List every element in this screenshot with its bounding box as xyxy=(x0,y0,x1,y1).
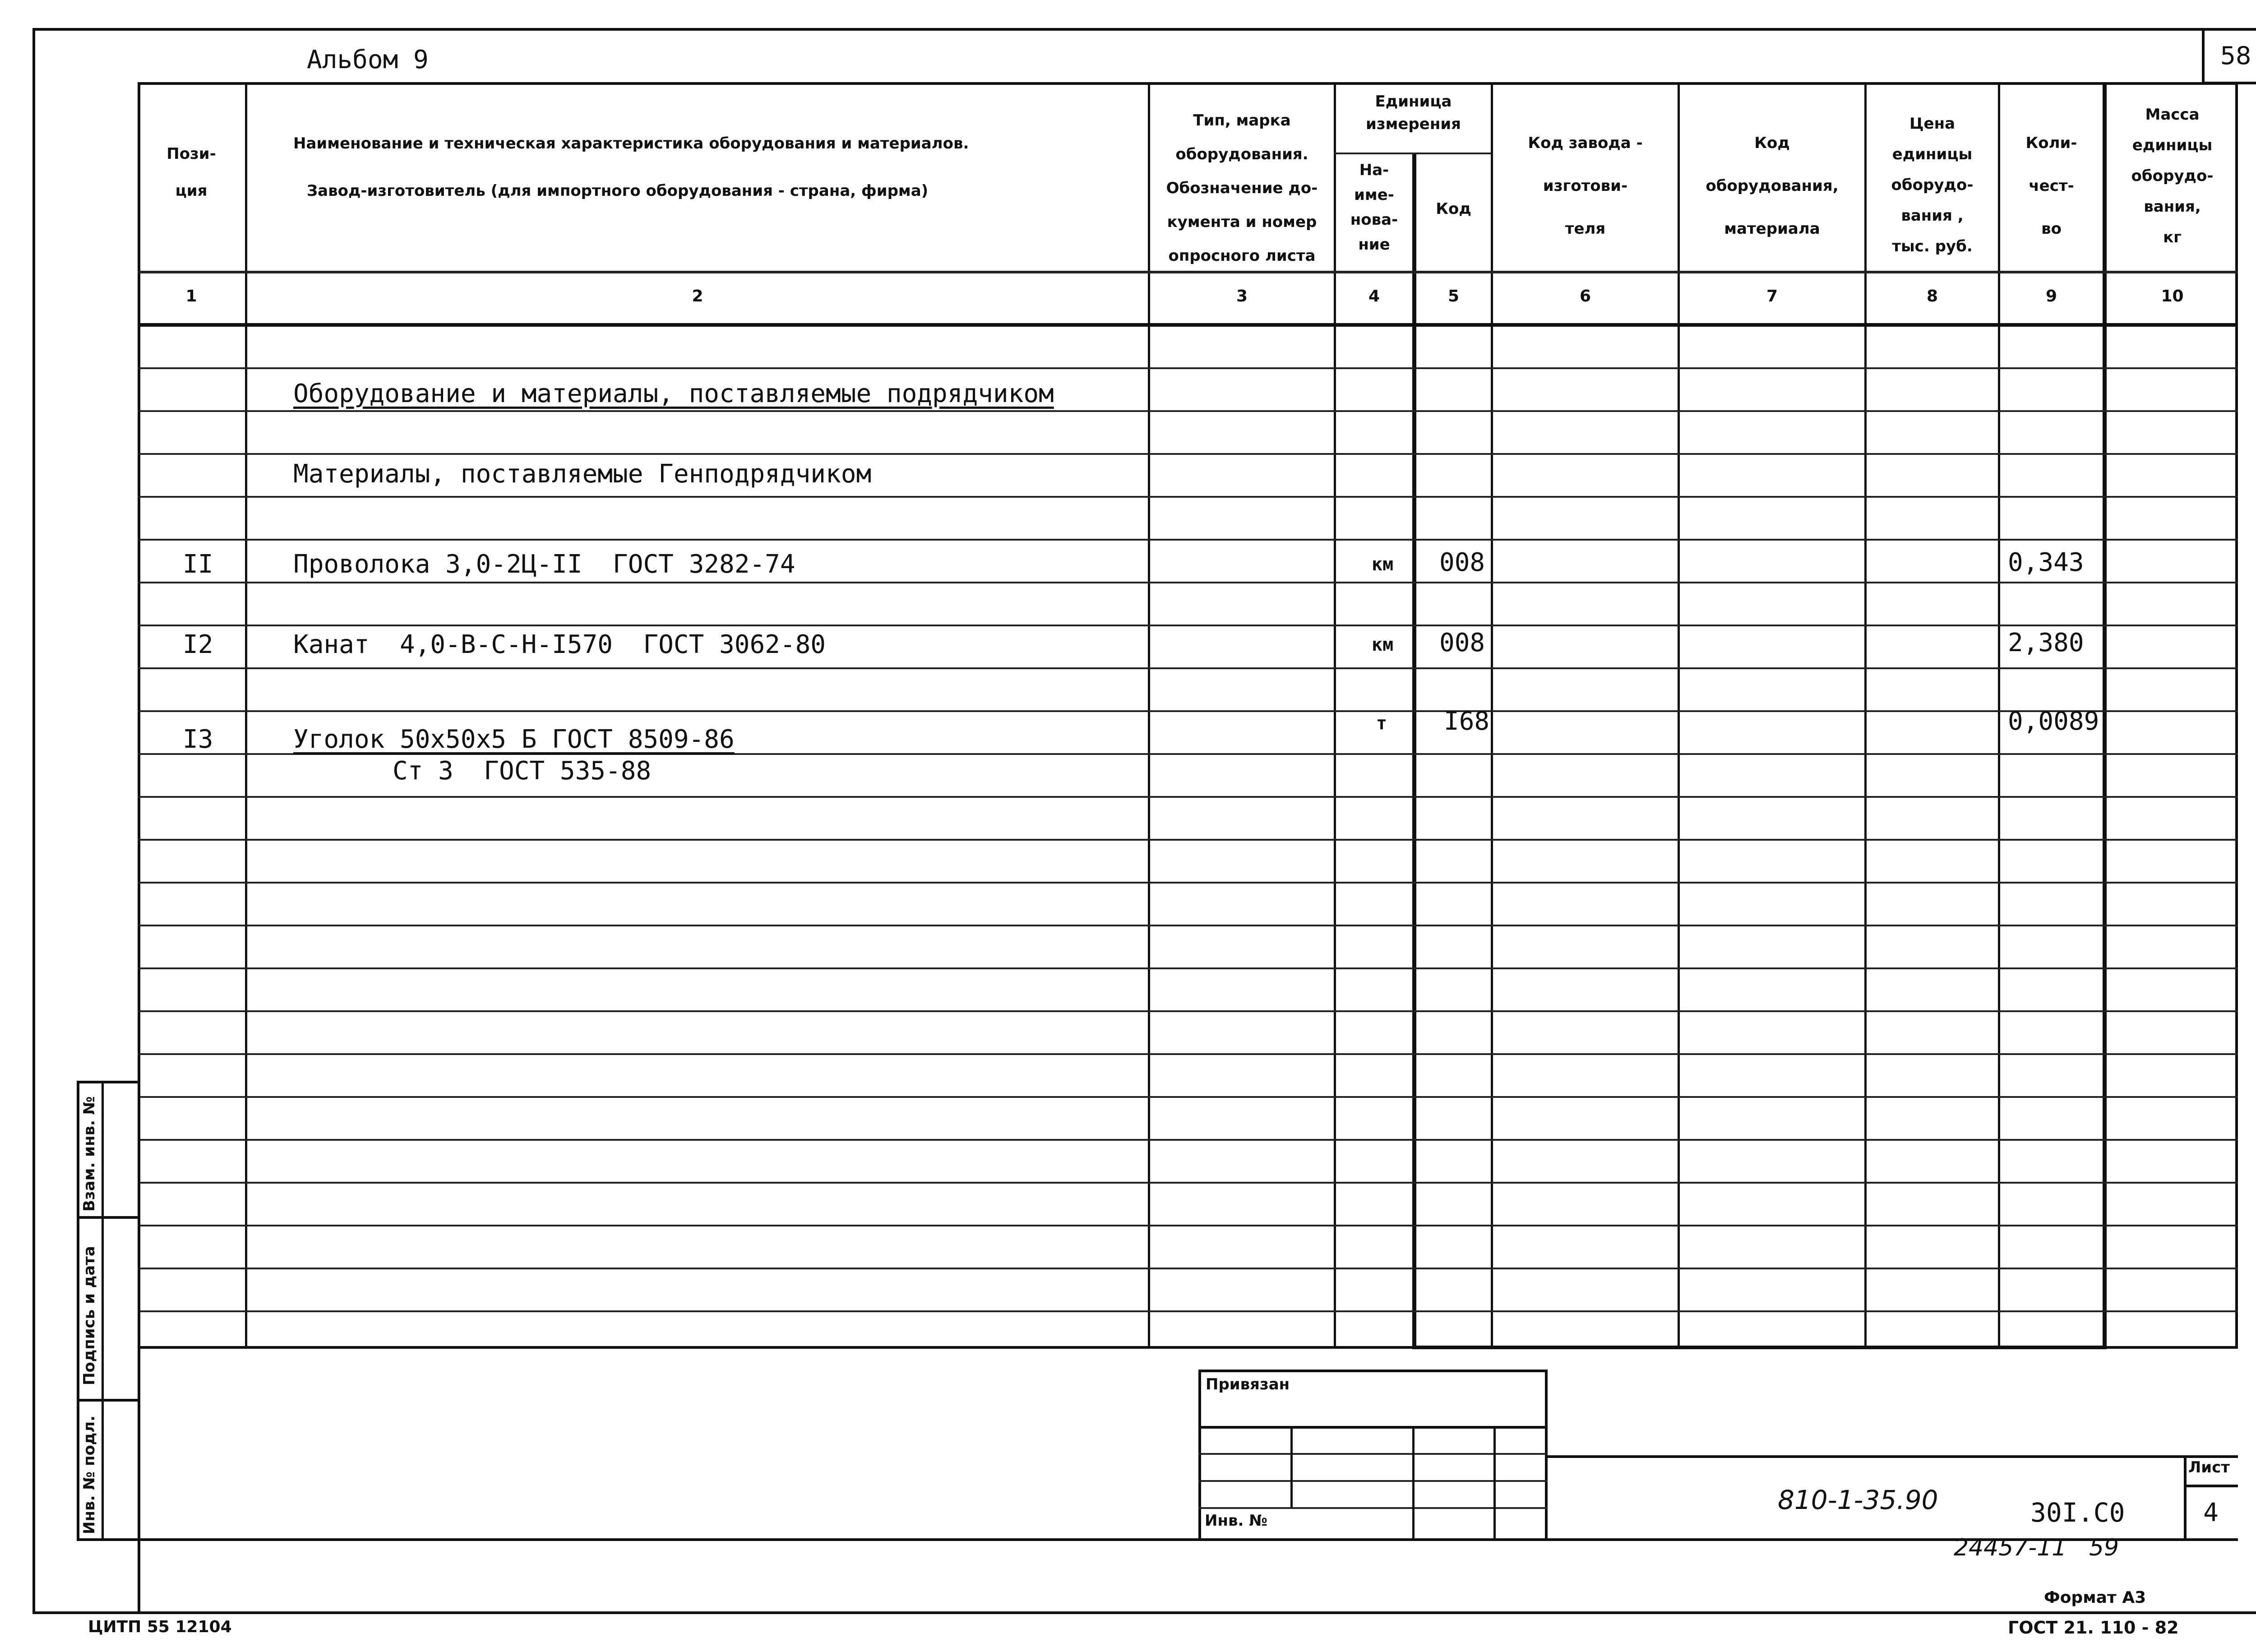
item-code: I68 xyxy=(1444,707,1490,736)
item-pos: I2 xyxy=(183,630,213,659)
item-code: 008 xyxy=(1439,628,1485,657)
unit-group-header: Единица измерения xyxy=(1366,93,1461,133)
side-divider xyxy=(77,1399,140,1402)
side-inner-line xyxy=(102,1081,104,1541)
stamp-zone xyxy=(138,1346,2238,1614)
colnum-4: 4 xyxy=(1368,287,1380,305)
item-qty: 0,343 xyxy=(2008,548,2084,577)
col3-header: Тип, марка оборудования. Обозначение до- кумента и номер опросного листа xyxy=(1166,111,1318,265)
title-block-top xyxy=(1548,1455,2238,1458)
row-line xyxy=(138,882,2238,884)
row-line xyxy=(138,410,2238,412)
stamp-vline xyxy=(1290,1426,1293,1507)
row-line xyxy=(138,453,2238,455)
row-line xyxy=(138,496,2238,498)
list-label: Лист xyxy=(2188,1458,2230,1476)
page-number: 58 xyxy=(2220,42,2251,70)
col8-header: Цена единицы оборудо- вания , тыс. руб. xyxy=(1891,115,1974,255)
side-divider xyxy=(77,1216,140,1219)
colnum-bottom-line xyxy=(138,323,2238,327)
row-line xyxy=(138,925,2238,926)
row-line xyxy=(138,1310,2238,1312)
colnum-10: 10 xyxy=(2161,287,2184,305)
colnum-5: 5 xyxy=(1447,287,1460,305)
side-label-podpis: Подпись и дата xyxy=(80,1246,98,1385)
col4-header: На- име- нова- ние xyxy=(1350,161,1398,254)
gost-label: ГОСТ 21. 110 - 82 xyxy=(2008,1618,2179,1638)
colnum-2: 2 xyxy=(692,287,703,305)
section-title-2: Материалы, поставляемые Генподрядчиком xyxy=(293,459,872,489)
row-line xyxy=(138,710,2238,712)
handwritten-number: 24457-11 59 xyxy=(1954,1534,2119,1561)
item-name-line2: Ст 3 ГОСТ 535-88 xyxy=(393,756,652,786)
row-line xyxy=(138,625,2238,626)
colnum-7: 7 xyxy=(1766,287,1778,305)
row-line xyxy=(138,1139,2238,1141)
colnum-6: 6 xyxy=(1579,287,1591,305)
col-line xyxy=(1412,153,1416,1349)
row-line xyxy=(138,1225,2238,1226)
side-label-inv: Инв. № подл. xyxy=(80,1415,98,1534)
item-name: Проволока 3,0-2Ц-II ГОСТ 3282-74 xyxy=(293,550,795,579)
album-title: Альбом 9 xyxy=(307,45,429,74)
stamp-vline xyxy=(1412,1426,1415,1541)
item-qty: 0,0089 xyxy=(2008,707,2099,736)
item-unit: км xyxy=(1372,554,1394,575)
item-unit: км xyxy=(1372,634,1394,655)
col1-header: Пози- ция xyxy=(166,145,216,200)
col6-header: Код завода - изготови- теля xyxy=(1528,134,1643,238)
row-line xyxy=(138,839,2238,841)
format-label: Формат А3 xyxy=(2044,1588,2146,1607)
col10-header: Масса единицы оборудо- вания, кг xyxy=(2131,106,2214,246)
row-line xyxy=(138,1053,2238,1055)
inv-no-label: Инв. № xyxy=(1205,1512,1268,1530)
item-name: Уголок 50х50х5 Б ГОСТ 8509-86 xyxy=(293,725,735,754)
sheet-code: 30I.C0 xyxy=(2030,1497,2125,1528)
col9-header: Коли- чест- во xyxy=(2025,134,2077,238)
row-line xyxy=(138,1010,2238,1012)
row-line xyxy=(138,582,2238,583)
colnum-1: 1 xyxy=(185,287,197,305)
stamp-vline xyxy=(1493,1426,1496,1541)
item-name: Канат 4,0-В-С-Н-I570 ГОСТ 3062-80 xyxy=(293,630,826,659)
item-pos: I3 xyxy=(183,725,213,754)
item-qty: 2,380 xyxy=(2008,628,2084,657)
row-line xyxy=(138,1268,2238,1269)
col5-header: Код xyxy=(1436,200,1471,218)
side-label-vzam: Взам. инв. № xyxy=(80,1096,98,1212)
row-line xyxy=(138,1182,2238,1184)
row-line xyxy=(138,539,2238,541)
col2-header-subtitle: Завод-изготовитель (для импортного оборудования - страна, фирма) xyxy=(307,182,929,200)
row-line xyxy=(138,367,2238,369)
privyazan-label: Привязан xyxy=(1206,1375,1290,1393)
row-line xyxy=(138,1096,2238,1098)
frame-bottom-inner xyxy=(77,1538,2238,1541)
colnum-9: 9 xyxy=(2045,287,2057,305)
section-title-1: Оборудование и материалы, поставляемые подрядчиком xyxy=(293,379,1054,408)
item-pos: II xyxy=(183,550,213,579)
list-number: 4 xyxy=(2203,1498,2219,1527)
unit-group-line xyxy=(1334,153,1491,154)
col7-header: Код оборудования, материала xyxy=(1706,134,1839,238)
col2-header-title: Наименование и техническая характеристика оборудования и материалов. xyxy=(293,134,969,153)
list-divider xyxy=(2184,1485,2238,1487)
doc-code: 810-1-35.90 xyxy=(1778,1485,1938,1515)
item-unit: т xyxy=(1376,713,1387,734)
row-line xyxy=(138,796,2238,798)
colnum-3: 3 xyxy=(1236,287,1248,305)
row-line xyxy=(138,667,2238,669)
colnum-8: 8 xyxy=(1926,287,1938,305)
item-code: 008 xyxy=(1439,548,1485,577)
cipt-label: ЦИТП 55 12104 xyxy=(88,1618,232,1636)
row-line xyxy=(138,967,2238,969)
